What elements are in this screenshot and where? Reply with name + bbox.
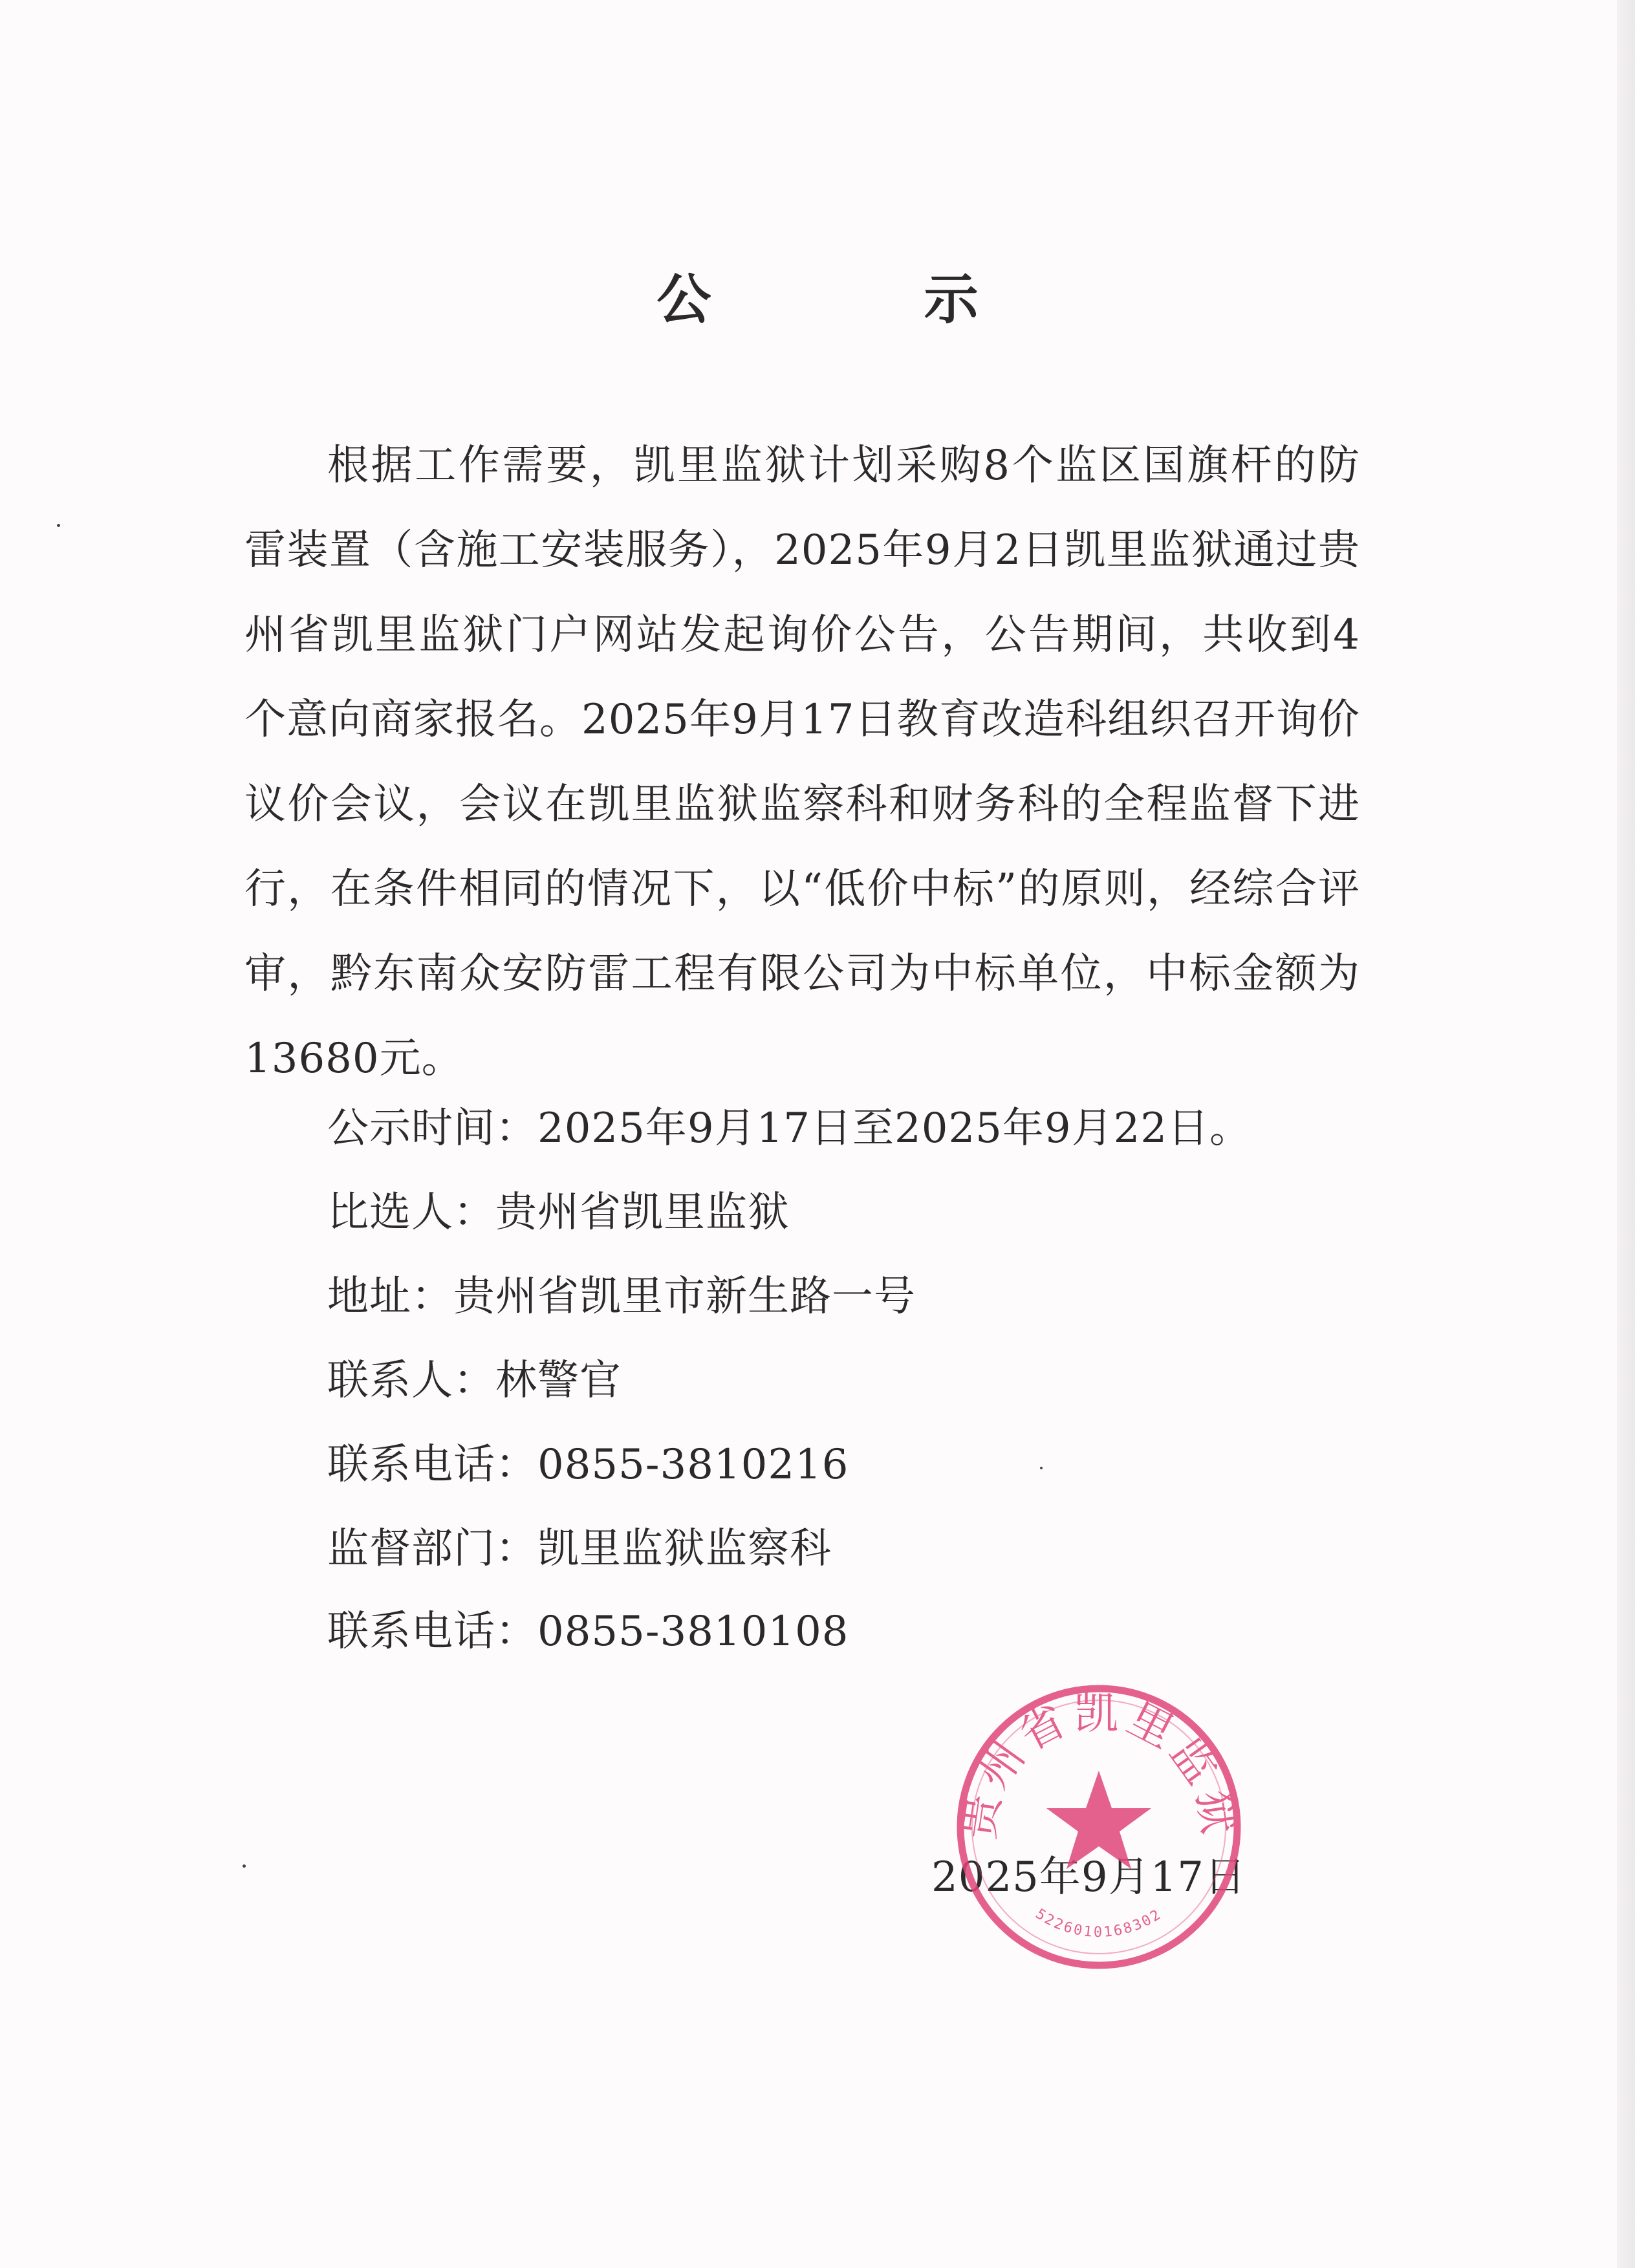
official-seal bbox=[947, 1675, 1251, 1979]
announcement-period: 公示时间：2025年9月17日至2025年9月22日。 bbox=[327, 1105, 1252, 1152]
seal-code: 5226010168302 bbox=[1032, 1906, 1165, 1941]
seal-text: 贵州省凯里监狱 bbox=[953, 1688, 1245, 1843]
document-date: 2025年9月17日 bbox=[931, 1853, 1247, 1901]
announcement-body: 根据工作需要，凯里监狱计划采购8个监区国旗杆的防雷装置（含施工安装服务），2025年9月2日凯里监狱通过贵州省凯里监狱门户网站发起询价公告，公告期间，共收到4个意向商家报名。2025年9月17日教育改造科组织召开询价议价会议，会议在凯里监狱监察科和财务科的全程监督下进行，在条件相同的情况下，以“低价中标”的原则，经综合评审，黔东南众安防雷工程有限公司为中标单位，中标金额为13680元。 bbox=[244, 442, 1360, 1083]
seal-star-icon bbox=[1046, 1771, 1151, 1869]
contact-phone-line: 联系电话：0855-3810216 bbox=[327, 1441, 849, 1489]
scan-speck bbox=[243, 1864, 246, 1868]
selector-line: 比选人：贵州省凯里监狱 bbox=[327, 1189, 790, 1237]
address-line: 地址：贵州省凯里市新生路一号 bbox=[327, 1273, 916, 1321]
supervisor-line: 监督部门：凯里监狱监察科 bbox=[327, 1525, 832, 1573]
supervisor-phone-line: 联系电话：0855-3810108 bbox=[327, 1608, 849, 1656]
contact-line: 联系人：林警官 bbox=[327, 1357, 622, 1405]
scan-speck bbox=[1040, 1467, 1043, 1469]
page-edge bbox=[1617, 0, 1635, 2268]
scan-speck bbox=[57, 524, 60, 527]
page-title: 公 示 bbox=[656, 268, 1076, 332]
